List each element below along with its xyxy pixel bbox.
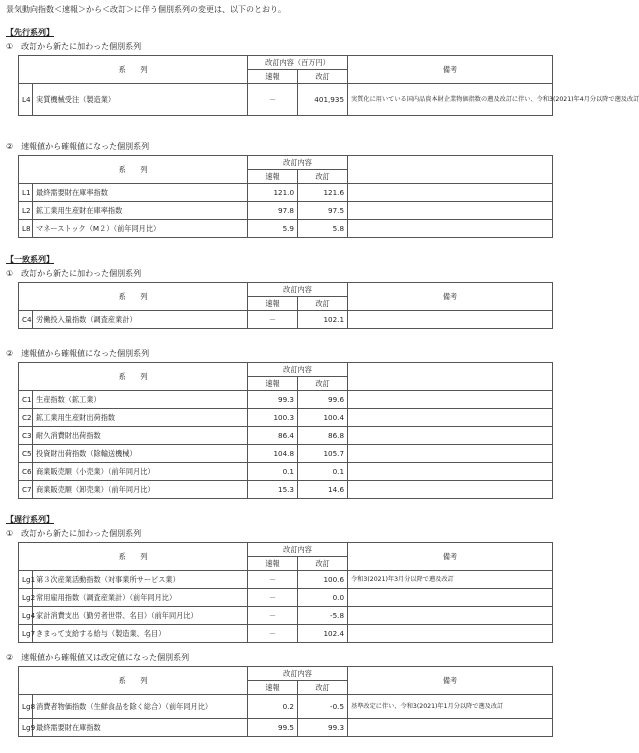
leading-changed-label: ② 速報値から確報値になった個別系列 — [6, 142, 150, 151]
table-row — [19, 445, 553, 463]
col-header-revision: 改訂内容 — [248, 543, 348, 557]
col-header-prelim: 速報 — [248, 170, 298, 184]
row-note: 令和3(2021)年3月分以降で遡及改訂 — [348, 571, 553, 589]
series-name: 常用雇用指数（調査産業計）（前年同月比） — [33, 589, 248, 607]
coincident-title: 【一致系列】 — [6, 255, 54, 264]
series-code: L8 — [19, 220, 33, 238]
revised-value: -0.5 — [298, 695, 348, 719]
series-name: 最終需要財在庫率指数 — [33, 184, 248, 202]
series-name: 最終需要財在庫指数 — [33, 719, 248, 737]
revised-value: 0.1 — [298, 463, 348, 481]
series-name: 商業販売額（卸売業）（前年同月比） — [33, 481, 248, 499]
revised-value: 0.0 — [298, 589, 348, 607]
table-row — [19, 589, 553, 607]
lagging-changed-table — [18, 666, 553, 737]
series-name: 鉱工業用生産財在庫率指数 — [33, 202, 248, 220]
series-code: C3 — [19, 427, 33, 445]
table-row — [19, 311, 553, 329]
revised-value: 401,935 — [298, 84, 348, 116]
table-row — [19, 463, 553, 481]
row-note — [348, 311, 553, 329]
prelim-value: － — [248, 311, 298, 329]
col-header-series: 系 列 — [19, 543, 248, 571]
revised-value: 121.6 — [298, 184, 348, 202]
lagging-changed-label: ② 速報値から確報値又は改定値になった個別系列 — [6, 653, 190, 662]
coincident-added-table — [18, 282, 553, 329]
row-note — [348, 589, 553, 607]
col-header-revised: 改訂 — [298, 70, 348, 84]
revised-value: 102.1 — [298, 311, 348, 329]
series-name: 家計消費支出（勤労者世帯、名目）（前年同月比） — [33, 607, 248, 625]
col-header-prelim: 速報 — [248, 681, 298, 695]
row-note: 実質化に用いている国内品資本財企業物価指数の遡及改訂に伴い、令和3(2021)年4月分以降で遡及改訂 — [348, 84, 553, 116]
row-note — [348, 427, 553, 445]
col-header-revised: 改訂 — [298, 681, 348, 695]
prelim-value: － — [248, 84, 298, 116]
series-name: 耐久消費財出荷指数 — [33, 427, 248, 445]
series-name: 労働投入量指数（調査産業計） — [33, 311, 248, 329]
lagging-added-label: ① 改訂から新たに加わった個別系列 — [6, 529, 142, 538]
col-header-revised: 改訂 — [298, 557, 348, 571]
table-row — [19, 184, 553, 202]
table-row — [19, 571, 553, 589]
series-name: 生産指数（鉱工業） — [33, 391, 248, 409]
revised-value: 97.5 — [298, 202, 348, 220]
table-row — [19, 409, 553, 427]
col-header-series: 系 列 — [19, 363, 248, 391]
row-note: 基準改定に伴い、令和3(2021)年1月分以降で遡及改訂 — [348, 695, 553, 719]
table-row — [19, 391, 553, 409]
series-code: L2 — [19, 202, 33, 220]
table-row — [19, 625, 553, 643]
row-note — [348, 607, 553, 625]
revised-value: 102.4 — [298, 625, 348, 643]
series-code: Lg4 — [19, 607, 33, 625]
lagging-added-table — [18, 542, 553, 643]
row-note — [348, 445, 553, 463]
row-note — [348, 463, 553, 481]
coincident-changed-table — [18, 362, 553, 499]
prelim-value: 15.3 — [248, 481, 298, 499]
table-row — [19, 202, 553, 220]
revised-value: -5.8 — [298, 607, 348, 625]
intro-text: 景気動向指数＜速報＞から＜改訂＞に伴う個別系列の変更は、以下のとおり。 — [6, 5, 286, 14]
table-row — [19, 84, 553, 116]
prelim-value: 5.9 — [248, 220, 298, 238]
revised-value: 86.8 — [298, 427, 348, 445]
series-name: 投資財出荷指数（除輸送機械） — [33, 445, 248, 463]
col-header-note: 備考 — [348, 543, 553, 571]
series-code: L1 — [19, 184, 33, 202]
row-note — [348, 184, 553, 202]
row-note — [348, 481, 553, 499]
revised-value: 100.6 — [298, 571, 348, 589]
series-name: 実質機械受注（製造業） — [33, 84, 248, 116]
table-row — [19, 607, 553, 625]
col-header-blank — [348, 156, 553, 184]
revised-value: 100.4 — [298, 409, 348, 427]
prelim-value: 97.8 — [248, 202, 298, 220]
series-code: Lg8 — [19, 695, 33, 719]
series-code: Lg7 — [19, 625, 33, 643]
row-note — [348, 719, 553, 737]
prelim-value: 0.1 — [248, 463, 298, 481]
series-name: 第３次産業活動指数（対事業所サービス業） — [33, 571, 248, 589]
row-note — [348, 409, 553, 427]
col-header-series: 系 列 — [19, 667, 248, 695]
leading-title: 【先行系列】 — [6, 28, 54, 37]
revised-value: 5.8 — [298, 220, 348, 238]
col-header-prelim: 速報 — [248, 377, 298, 391]
row-note — [348, 391, 553, 409]
table-row — [19, 481, 553, 499]
revised-value: 105.7 — [298, 445, 348, 463]
series-code: L4 — [19, 84, 33, 116]
prelim-value: 99.5 — [248, 719, 298, 737]
table-row — [19, 719, 553, 737]
col-header-blank — [348, 363, 553, 391]
series-code: C6 — [19, 463, 33, 481]
series-code: C4 — [19, 311, 33, 329]
col-header-prelim: 速報 — [248, 557, 298, 571]
prelim-value: 0.2 — [248, 695, 298, 719]
col-header-revision: 改訂内容 — [248, 156, 348, 170]
prelim-value: 121.0 — [248, 184, 298, 202]
series-code: Lg1 — [19, 571, 33, 589]
series-code: Lg9 — [19, 719, 33, 737]
col-header-revision: 改訂内容（百万円） — [248, 56, 348, 70]
prelim-value: － — [248, 607, 298, 625]
col-header-revised: 改訂 — [298, 170, 348, 184]
col-header-note: 備考 — [348, 283, 553, 311]
col-header-revision: 改訂内容 — [248, 283, 348, 297]
prelim-value: 86.4 — [248, 427, 298, 445]
series-code: C5 — [19, 445, 33, 463]
table-row — [19, 427, 553, 445]
row-note — [348, 625, 553, 643]
col-header-note: 備考 — [348, 56, 553, 84]
prelim-value: 100.3 — [248, 409, 298, 427]
revised-value: 99.3 — [298, 719, 348, 737]
prelim-value: － — [248, 589, 298, 607]
series-code: C1 — [19, 391, 33, 409]
series-name: 鉱工業用生産財出荷指数 — [33, 409, 248, 427]
series-code: C7 — [19, 481, 33, 499]
revised-value: 99.6 — [298, 391, 348, 409]
coincident-added-label: ① 改訂から新たに加わった個別系列 — [6, 269, 142, 278]
row-note — [348, 202, 553, 220]
revised-value: 14.6 — [298, 481, 348, 499]
col-header-revision: 改訂内容 — [248, 363, 348, 377]
series-name: きまって支給する給与（製造業、名目） — [33, 625, 248, 643]
leading-added-table — [18, 55, 639, 116]
leading-changed-table — [18, 155, 553, 238]
series-name: 商業販売額（小売業）（前年同月比） — [33, 463, 248, 481]
col-header-prelim: 速報 — [248, 297, 298, 311]
col-header-prelim: 速報 — [248, 70, 298, 84]
series-name: 消費者物価指数（生鮮食品を除く総合）（前年同月比） — [33, 695, 248, 719]
prelim-value: 99.3 — [248, 391, 298, 409]
prelim-value: 104.8 — [248, 445, 298, 463]
series-name: マネーストック（M２）（前年同月比） — [33, 220, 248, 238]
table-row — [19, 220, 553, 238]
leading-added-label: ① 改訂から新たに加わった個別系列 — [6, 42, 142, 51]
lagging-title: 【遅行系列】 — [6, 515, 54, 524]
col-header-series: 系 列 — [19, 156, 248, 184]
series-code: Lg2 — [19, 589, 33, 607]
row-note — [348, 220, 553, 238]
col-header-note: 備考 — [348, 667, 553, 695]
series-code: C2 — [19, 409, 33, 427]
prelim-value: － — [248, 625, 298, 643]
table-row — [19, 695, 553, 719]
col-header-revised: 改訂 — [298, 377, 348, 391]
col-header-series: 系 列 — [19, 56, 248, 84]
col-header-revision: 改訂内容 — [248, 667, 348, 681]
coincident-changed-label: ② 速報値から確報値になった個別系列 — [6, 349, 150, 358]
col-header-revised: 改訂 — [298, 297, 348, 311]
col-header-series: 系 列 — [19, 283, 248, 311]
prelim-value: － — [248, 571, 298, 589]
